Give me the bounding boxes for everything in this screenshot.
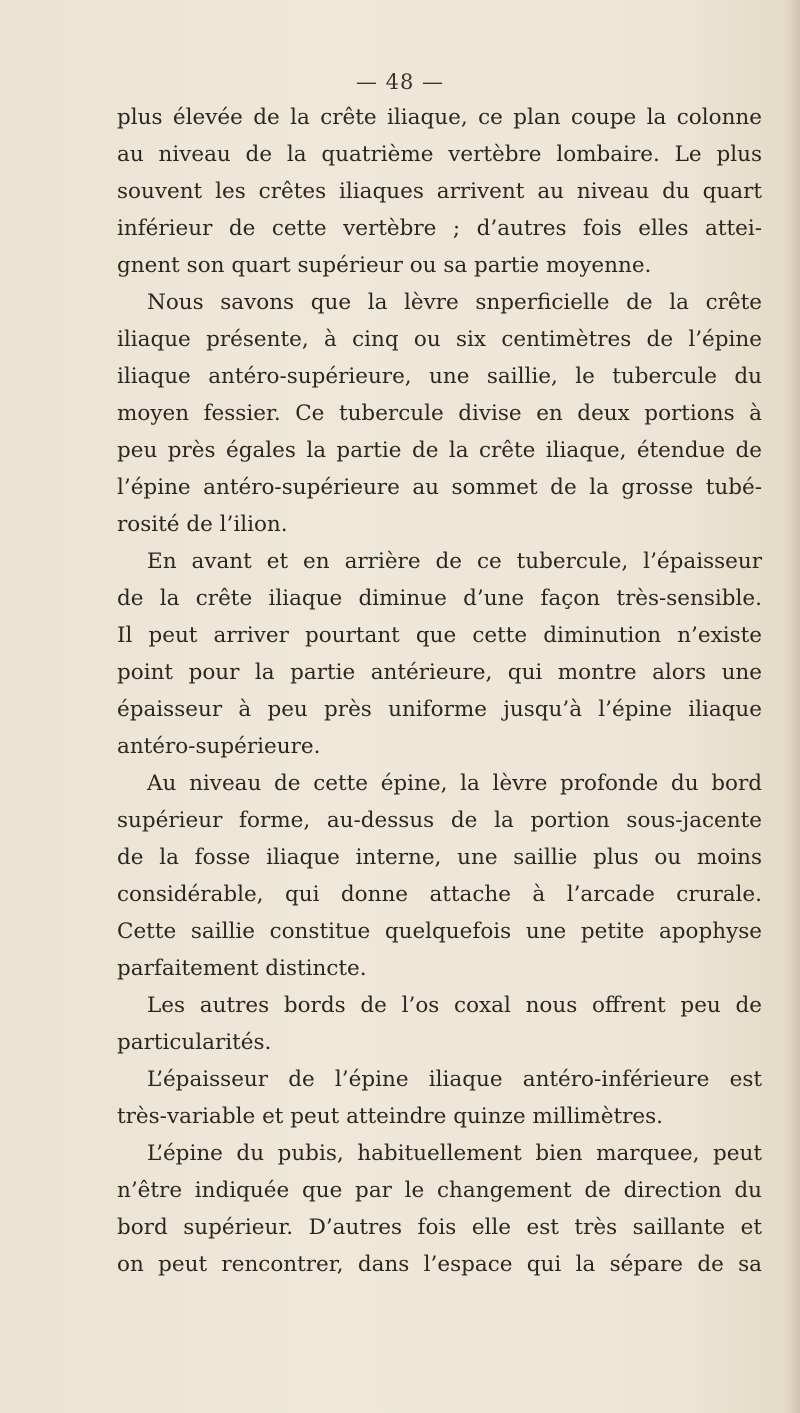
- text-line: moyen fessier. Ce tubercule divise en deux portions à: [117, 401, 762, 426]
- text-line: L’épaisseur de l’épine iliaque antéro-inférieure est: [147, 1067, 762, 1092]
- text-line: de la fosse iliaque interne, une saillie plus ou moins: [117, 845, 762, 870]
- body-text: [117, 99, 762, 1283]
- text-line: au niveau de la quatrième vertèbre lombaire. Le plus: [117, 142, 762, 167]
- text-line: iliaque présente, à cinq ou six centimètres de l’épine: [117, 327, 762, 352]
- text-line: l’épine antéro-supérieure au sommet de la grosse tubé-: [117, 475, 762, 500]
- text-line: iliaque antéro-supérieure, une saillie, le tubercule du: [117, 364, 762, 389]
- text-line: plus élevée de la crête iliaque, ce plan coupe la colonne: [117, 105, 762, 130]
- text-line: Au niveau de cette épine, la lèvre profonde du bord: [147, 771, 762, 796]
- text-line: très-variable et peut atteindre quinze millimètres.: [117, 1104, 663, 1129]
- text-line: parfaitement distincte.: [117, 956, 367, 981]
- text-line: inférieur de cette vertèbre ; d’autres fois elles attei-: [117, 216, 762, 241]
- text-line: Les autres bords de l’os coxal nous offrent peu de: [147, 993, 762, 1018]
- page-number: — 48 —: [355, 70, 445, 94]
- text-line: on peut rencontrer, dans l’espace qui la sépare de sa: [117, 1252, 762, 1277]
- text-line: peu près égales la partie de la crête iliaque, étendue de: [117, 438, 762, 463]
- text-line: L’épine du pubis, habituellement bien marquee, peut: [147, 1141, 762, 1166]
- text-line: gnent son quart supérieur ou sa partie moyenne.: [117, 253, 652, 278]
- text-line: considérable, qui donne attache à l’arcade crurale.: [117, 882, 762, 907]
- page-edge-shadow: [786, 0, 800, 1413]
- text-line: supérieur forme, au-dessus de la portion sous-jacente: [117, 808, 762, 833]
- text-line: épaisseur à peu près uniforme jusqu’à l’épine iliaque: [117, 697, 762, 722]
- text-line: souvent les crêtes iliaques arrivent au niveau du quart: [117, 179, 762, 204]
- text-line: antéro-supérieure.: [117, 734, 321, 759]
- text-line: bord supérieur. D’autres fois elle est très saillante et: [117, 1215, 762, 1240]
- text-line: Il peut arriver pourtant que cette diminution n’existe: [117, 623, 762, 648]
- text-line: particularités.: [117, 1030, 272, 1055]
- text-line: En avant et en arrière de ce tubercule, l’épaisseur: [147, 549, 762, 574]
- text-line: rosité de l’ilion.: [117, 512, 288, 537]
- text-line: Nous savons que la lèvre snperficielle de la crête: [147, 290, 762, 315]
- text-line: de la crête iliaque diminue d’une façon très-sensible.: [117, 586, 762, 611]
- text-line: Cette saillie constitue quelquefois une petite apophyse: [117, 919, 762, 944]
- text-line: n’être indiquée que par le changement de direction du: [117, 1178, 762, 1203]
- text-line: point pour la partie antérieure, qui montre alors une: [117, 660, 762, 685]
